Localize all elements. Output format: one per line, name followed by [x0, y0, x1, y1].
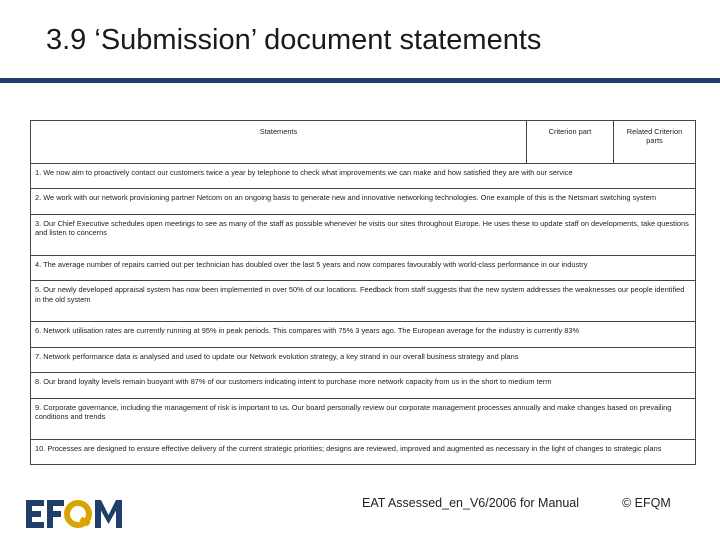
statement-cell: 6. Network utilisation rates are currently running at 95% in peak periods. This compares with 75% 3 years ago. The European average for the industry is currently 83%	[31, 322, 696, 347]
table-row	[31, 398, 696, 439]
table-row	[31, 439, 696, 464]
logo-letter-f	[47, 500, 64, 528]
statement-cell: 5. Our newly developed appraisal system has now been implemented in over 50% of our locations. Feedback from staff suggests that the new system addresses the weaknesses our people identified in the old system	[31, 281, 696, 322]
statement-cell: 8. Our brand loyalty levels remain buoyant with 87% of our customers indicating intent to purchase more network capacity from us in the short to medium term	[31, 373, 696, 398]
title-rule	[0, 78, 720, 83]
table-row	[31, 164, 696, 189]
table-row	[31, 214, 696, 255]
table-row	[31, 255, 696, 280]
header-statements: Statements	[31, 121, 527, 164]
statement-cell: 10. Processes are designed to ensure effective delivery of the current strategic priorities; designs are reviewed, improved and augmented as necessary in the light of changes to strategic plans	[31, 439, 696, 464]
statement-cell: 1. We now aim to proactively contact our customers twice a year by telephone to check what improvements we can make and how satisfied they are with our service	[31, 164, 696, 189]
statement-cell: 2. We work with our network provisioning partner Netcom on an ongoing basis to generate new and innovative networking technologies. One example of this is the Netsmart switching system	[31, 189, 696, 214]
table-row	[31, 322, 696, 347]
table-row	[31, 281, 696, 322]
footer-copyright: © EFQM	[622, 496, 671, 510]
efqm-logo	[24, 497, 124, 531]
table-row	[31, 347, 696, 372]
table-header-row	[31, 121, 696, 164]
table-row	[31, 373, 696, 398]
logo-letter-m	[95, 500, 122, 528]
statements-table	[30, 120, 696, 465]
page-title: 3.9 ‘Submission’ document statements	[46, 24, 542, 56]
footer-document-reference: EAT Assessed_en_V6/2006 for Manual	[362, 496, 580, 510]
statement-cell: 7. Network performance data is analysed and used to update our Network evolution strategy, a key strand in our overall business strategy and plans	[31, 347, 696, 372]
statement-cell: 4. The average number of repairs carried out per technician has doubled over the last 5 years and now compares favourably with world-class performance in our industry	[31, 255, 696, 280]
header-criterion-part: Criterion part	[527, 121, 614, 164]
table-row	[31, 189, 696, 214]
statement-cell: 3. Our Chief Executive schedules open meetings to see as many of the staff as possible whenever he visits our sites throughout Europe. He uses these to update staff on developments, take questions and listen to concerns	[31, 214, 696, 255]
statement-cell: 9. Corporate governance, including the management of risk is important to us. Our board personally review our corporate management processes annually and make changes based on prevailing conditions and trends	[31, 398, 696, 439]
logo-letter-q	[67, 503, 91, 526]
header-related-criterion-parts: Related Criterion parts	[614, 121, 696, 164]
logo-letter-e	[26, 500, 44, 528]
